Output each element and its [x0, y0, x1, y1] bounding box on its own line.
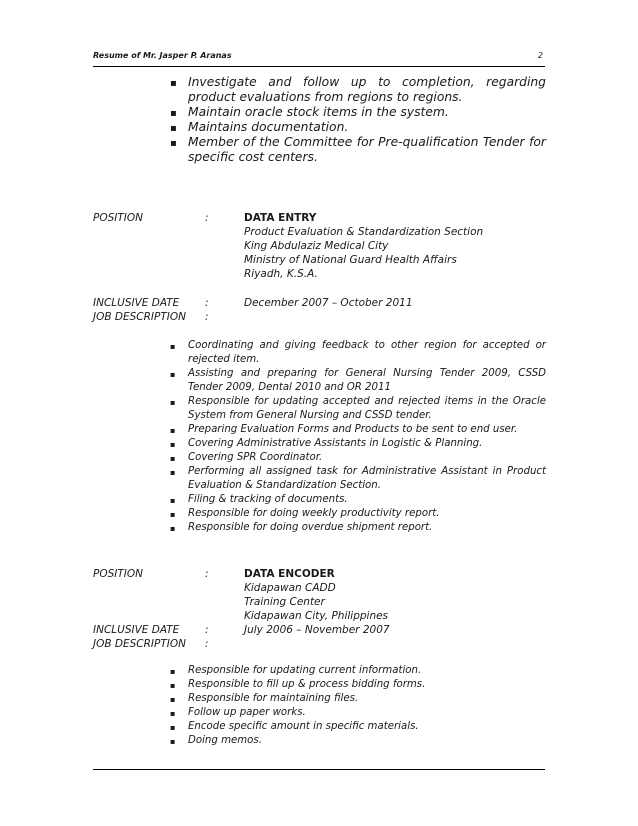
job-description-label: JOB DESCRIPTION [93, 311, 186, 323]
list-item: ▪ Covering SPR Coordinator. [170, 451, 546, 465]
bullet-icon: ▪ [170, 667, 176, 676]
list-item: ▪ Responsible for doing overdue shipment report. [170, 521, 546, 535]
bullet-icon: ▪ [170, 138, 177, 149]
list-item: ▪ Maintain oracle stock items in the system. [170, 105, 449, 119]
list-item: ▪ Performing all assigned task for Administrative Assistant in Product Evaluation & Standardization Section. [170, 466, 546, 491]
inclusive-date-label: INCLUSIVE DATE [93, 624, 180, 636]
list-item: ▪ Assisting and preparing for General Nursing Tender 2009, CSSD Tender 2009, Dental 2010 and OR 2011 [170, 368, 546, 393]
list-item: ▪ Responsible for updating accepted and rejected items in the Oracle System from General Nursing and CSSD tender. [170, 396, 546, 421]
list-item: ▪ Coordinating and giving feedback to other region for accepted or rejected item. [170, 340, 546, 365]
page-number: 2 [537, 51, 543, 60]
bullet-icon: ▪ [170, 723, 176, 732]
org-line: King Abdulaziz Medical City [244, 240, 389, 252]
job-title: DATA ENTRY [244, 212, 317, 224]
org-line: Training Center [244, 596, 325, 608]
bullet-icon: ▪ [170, 510, 176, 519]
list-item: ▪ Preparing Evaluation Forms and Products to be sent to end user. [170, 423, 546, 437]
bullet-icon: ▪ [170, 695, 176, 704]
inclusive-date: December 2007 – October 2011 [244, 297, 413, 309]
bullet-icon: ▪ [170, 709, 176, 718]
bullet-icon: ▪ [170, 440, 176, 449]
job2-duties-list [170, 664, 546, 748]
bullet-icon: ▪ [170, 78, 177, 89]
bullet-icon: ▪ [170, 108, 177, 119]
bullet-icon: ▪ [170, 123, 177, 134]
inclusive-date-label: INCLUSIVE DATE [93, 297, 180, 309]
list-item: ▪ Responsible for maintaining files. [170, 692, 546, 706]
footer-rule [93, 769, 545, 770]
list-item: ▪ Investigate and follow up to completion, regarding product evaluations from regions to regions. [170, 75, 546, 104]
bullet-icon: ▪ [170, 524, 176, 533]
continued-duties-list [170, 75, 546, 165]
colon: : [205, 624, 209, 636]
colon: : [205, 638, 209, 650]
bullet-icon: ▪ [170, 398, 176, 407]
colon: : [205, 568, 209, 580]
page-header [93, 48, 545, 67]
colon: : [205, 212, 209, 224]
bullet-icon: ▪ [170, 496, 176, 505]
bullet-icon: ▪ [170, 681, 176, 690]
org-line: Kidapawan CADD [244, 582, 336, 594]
org-line: Product Evaluation & Standardization Section [244, 226, 484, 238]
list-item: ▪ Filing & tracking of documents. [170, 493, 546, 507]
colon: : [205, 297, 209, 309]
header-title: Resume of Mr. Jasper P. Aranas [93, 51, 232, 60]
bullet-icon: ▪ [170, 737, 176, 746]
colon: : [205, 311, 209, 323]
bullet-icon: ▪ [170, 454, 176, 463]
list-item: ▪ Member of the Committee for Pre-qualification Tender for specific cost centers. [170, 135, 546, 164]
job-description-label: JOB DESCRIPTION [93, 638, 186, 650]
list-item: ▪ Doing memos. [170, 734, 546, 748]
bullet-icon: ▪ [170, 426, 176, 435]
position-label: POSITION [93, 568, 143, 580]
job1-details [244, 211, 483, 281]
bullet-icon: ▪ [170, 370, 176, 379]
bullet-icon: ▪ [170, 342, 176, 351]
org-line: Ministry of National Guard Health Affairs [244, 254, 457, 266]
list-item: ▪ Responsible for doing weekly productivity report. [170, 507, 546, 521]
job2-details [244, 567, 388, 623]
list-item: ▪ Covering Administrative Assistants in Logistic & Planning. [170, 437, 546, 451]
list-item: ▪ Maintains documentation. [170, 120, 349, 134]
list-item: ▪ Responsible to fill up & process bidding forms. [170, 678, 546, 692]
list-item: ▪ Encode specific amount in specific materials. [170, 720, 546, 734]
org-line: Kidapawan City, Philippines [244, 610, 389, 622]
job1-duties-list [170, 339, 546, 535]
list-item: ▪ Follow up paper works. [170, 706, 546, 720]
bullet-icon: ▪ [170, 468, 176, 477]
position-label: POSITION [93, 212, 143, 224]
org-line: Riyadh, K.S.A. [244, 268, 318, 280]
job-title: DATA ENCODER [244, 568, 335, 580]
list-item: ▪ Responsible for updating current information. [170, 664, 546, 678]
inclusive-date: July 2006 – November 2007 [244, 624, 390, 636]
